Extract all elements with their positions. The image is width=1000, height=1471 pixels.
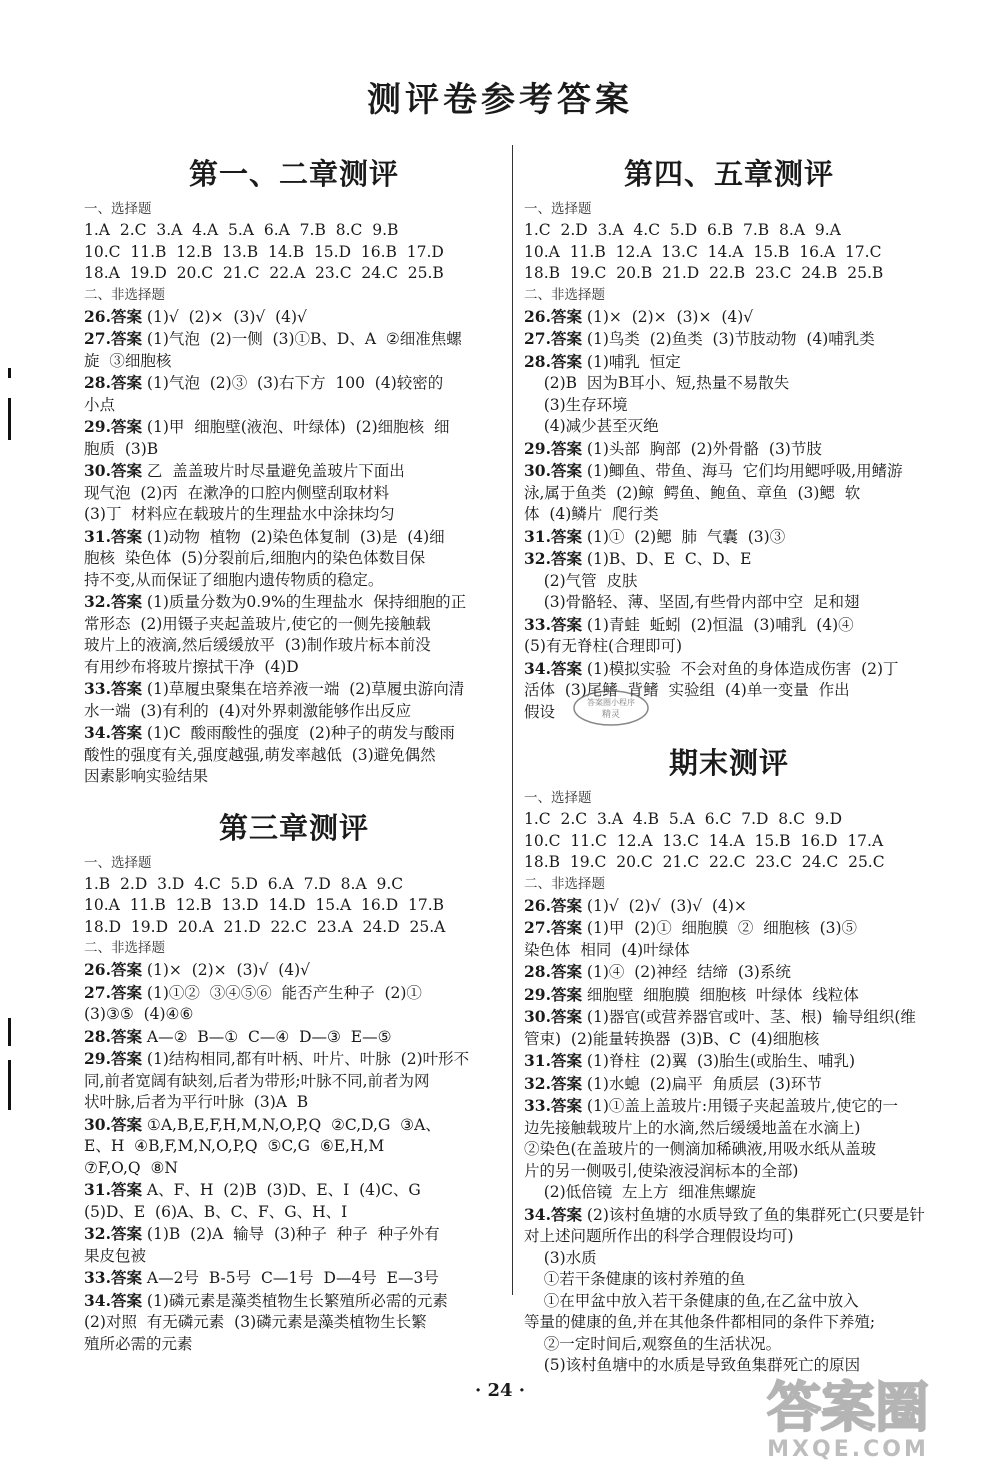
answer-line <box>524 961 934 984</box>
text-line: 酸性的强度有关,强度越强,萌发率越低 (3)避免偶然 <box>84 745 436 764</box>
text-line: 等量的健康的鱼,并在其他条件都相同的条件下养殖; <box>524 1313 876 1331</box>
text-line: 18.B 19.C 20.C 21.C 22.C 23.C 24.C 25.C <box>524 853 885 871</box>
text-line: (2)气管 皮肤 <box>524 571 638 590</box>
question-number: 32. <box>84 592 111 611</box>
text-line: 常形态 (2)用镊子夹起盖玻片,使它的一侧先接触载 <box>84 614 431 633</box>
subsection-heading: 一、选择题 <box>524 790 592 806</box>
answer-text: (1)√ (2)× (3)√ (4)√ <box>146 307 307 326</box>
text-line: (3)骨骼轻、薄、坚固,有些骨内部中空 足和翅 <box>524 593 860 611</box>
answer-label: 答案 <box>550 351 582 371</box>
answer-label: 答案 <box>550 306 582 326</box>
question-number: 26. <box>524 306 551 326</box>
text-line: 18.B 19.C 20.B 21.D 22.B 23.C 24.B 25.B <box>524 264 884 282</box>
question-number: 28. <box>84 373 111 392</box>
text-line: 旋 ③细胞核 <box>84 351 172 370</box>
question-number: 30. <box>84 1114 111 1134</box>
question-number: 33. <box>524 1096 551 1115</box>
answer-text: (1)质量分数为0.9%的生理盐水 保持细胞的正 <box>146 593 467 611</box>
question-number: 29. <box>84 417 111 436</box>
text-line: 假设 <box>524 702 556 721</box>
text-line: 因素影响实验结果 <box>84 767 209 785</box>
text-line: 水一端 (3)有利的 (4)对外界刺激能够作出反应 <box>84 701 412 720</box>
answer-text: 乙 盖盖玻片时尽量避免盖玻片下面出 <box>146 462 405 480</box>
question-number: 27. <box>524 329 551 348</box>
answer-line <box>524 895 934 918</box>
question-number: 34. <box>524 658 551 678</box>
left-column <box>84 140 504 1355</box>
section-title: 第四、五章测评 <box>623 157 834 191</box>
answer-text: (1)气泡 (2)③ (3)右下方 100 (4)较密的 <box>146 374 444 392</box>
text-line: 殖所必需的元素 <box>84 1334 193 1353</box>
text-line: (5)有无脊柱(合理即可) <box>524 637 683 655</box>
text-line: 持不变,从而保证了细胞内遗传物质的稳定。 <box>84 570 384 589</box>
question-number: 31. <box>84 526 111 546</box>
question-number: 30. <box>84 461 111 480</box>
answer-label: 答案 <box>550 895 582 915</box>
answer-line <box>84 372 504 395</box>
subsection-heading: 二、非选择题 <box>84 286 165 303</box>
question-number: 27. <box>524 918 551 937</box>
question-number: 27. <box>84 329 111 348</box>
answer-line <box>524 1095 934 1118</box>
text-line: 有用纱布将玻片擦拭干净 (4)D <box>84 657 299 676</box>
text-line: (3)③⑤ (4)④⑥ <box>84 1005 194 1023</box>
question-number: 26. <box>524 895 551 915</box>
svg-text:答案圈: 答案圈 <box>767 1376 929 1439</box>
text-line: 胞质 (3)B <box>84 439 159 458</box>
answer-text: (1)甲 细胞壁(液泡、叶绿体) (2)细胞核 细 <box>146 418 450 436</box>
text-line: 10.A 11.B 12.B 13.D 14.D 15.A 16.D 17.B <box>84 896 445 914</box>
section-title: 第一、二章测评 <box>188 157 399 191</box>
text-line: 泳,属于鱼类 (2)鲸 鳄鱼、鲍鱼、章鱼 (3)鳃 软 <box>524 483 861 502</box>
answer-line <box>84 328 504 351</box>
question-number: 29. <box>84 1049 111 1068</box>
answer-label: 答案 <box>110 679 142 698</box>
answer-label: 答案 <box>110 960 142 979</box>
answer-line <box>524 1073 934 1096</box>
answer-label: 答案 <box>550 984 582 1004</box>
answer-label: 答案 <box>550 461 582 480</box>
text-line: 状叶脉,后者为平行叶脉 (3)A B <box>84 1093 309 1111</box>
question-number: 34. <box>84 723 111 742</box>
text-line: 对上述问题所作出的科学合理假设均可) <box>524 1227 794 1245</box>
answer-line <box>84 306 504 329</box>
answer-line <box>524 917 934 940</box>
answer-label: 答案 <box>550 918 582 937</box>
answer-text: (1)哺乳 恒定 <box>586 352 681 371</box>
answer-text: (2)该村鱼塘的水质导致了鱼的集群死亡(只要是针 <box>586 1205 925 1224</box>
question-number: 31. <box>84 1180 111 1199</box>
question-number: 33. <box>524 614 551 634</box>
section-title: 期末测评 <box>668 746 789 780</box>
answer-text: (1)① (2)鳃 肺 气囊 (3)③ <box>586 527 786 546</box>
answer-text: (1)× (2)× (3)√ (4)√ <box>146 961 311 979</box>
text-line: 小点 <box>84 395 116 414</box>
svg-text:答案圈小程序: 答案圈小程序 <box>587 698 635 707</box>
section-title: 第三章测评 <box>218 810 369 845</box>
svg-text:MXQE.COM: MXQE.COM <box>767 1437 929 1462</box>
binding-mark <box>8 1060 11 1110</box>
answer-line <box>524 658 934 681</box>
text-line: 边先接触载玻片上的水滴,然后缓缓地盖在水滴上) <box>524 1118 861 1137</box>
answer-label: 答案 <box>110 1026 142 1046</box>
answer-line <box>84 1179 504 1202</box>
question-number: 28. <box>524 351 551 371</box>
text-line: (3)生存环境 <box>524 395 628 414</box>
answer-label: 答案 <box>550 1007 582 1026</box>
answer-text: (1)①② ③④⑤⑥ 能否产生种子 (2)① <box>146 983 422 1002</box>
text-line: 1.A 2.C 3.A 4.A 5.A 6.A 7.B 8.C 9.B <box>84 221 399 239</box>
question-number: 32. <box>524 1073 551 1093</box>
answer-text: (1)C 酸雨酸性的强度 (2)种子的萌发与酸雨 <box>146 724 455 742</box>
answer-label: 答案 <box>110 373 142 392</box>
column-divider <box>512 145 513 1295</box>
question-number: 27. <box>84 982 111 1002</box>
question-number: 28. <box>524 962 551 981</box>
answer-label: 答案 <box>110 461 142 480</box>
answer-line <box>84 982 504 1005</box>
answer-text: ①A,B,E,F,H,M,N,O,P,Q ②C,D,G ③A、 <box>146 1115 441 1134</box>
answer-text: (1)鲫鱼、带鱼、海马 它们均用鳃呼吸,用鳍游 <box>586 462 903 480</box>
answer-label: 答案 <box>110 723 142 742</box>
text-line: ⑦F,O,Q ⑧N <box>84 1158 178 1177</box>
answer-line <box>84 460 504 483</box>
answer-line <box>524 1050 934 1073</box>
text-line: 1.C 2.C 3.A 4.B 5.A 6.C 7.D 8.C 9.D <box>524 810 842 828</box>
answer-text: (1)④ (2)神经 结缔 (3)系统 <box>586 963 791 981</box>
page-title: 测评卷参考答案 <box>367 80 633 120</box>
answer-text: (1)鸟类 (2)鱼类 (3)节肢动物 (4)哺乳类 <box>586 330 875 348</box>
answer-line <box>524 328 934 351</box>
answer-label: 答案 <box>550 1096 582 1115</box>
answer-label: 答案 <box>550 614 582 634</box>
text-line: (3)水质 <box>524 1248 597 1267</box>
watermark-logo-icon <box>718 1368 978 1463</box>
answer-label: 答案 <box>550 1051 582 1070</box>
answer-line <box>524 614 934 637</box>
text-line: 片的另一侧吸引,使染液浸润标本的全部) <box>524 1161 799 1180</box>
answer-label: 答案 <box>550 329 582 348</box>
text-line: (2)低倍镜 左上方 细准焦螺旋 <box>524 1183 756 1201</box>
text-line: ②染色(在盖玻片的一侧滴加稀碘液,用吸水纸从盖玻 <box>524 1140 876 1158</box>
answer-label: 答案 <box>110 1290 142 1310</box>
answer-line <box>84 1048 504 1071</box>
stamp-icon <box>572 688 650 728</box>
answer-text: A—② B—① C—④ D—③ E—⑤ <box>146 1027 392 1046</box>
answer-label: 答案 <box>110 306 142 326</box>
answer-line <box>524 1204 934 1227</box>
answer-line <box>524 438 934 461</box>
answer-text: (1)气泡 (2)一侧 (3)①B、D、A ②细准焦螺 <box>146 330 462 348</box>
text-line: 10.C 11.C 12.A 13.C 14.A 15.B 16.D 17.A <box>524 831 884 850</box>
answer-text: (1)磷元素是藻类植物生长繁殖所必需的元素 <box>146 1291 448 1310</box>
binding-mark <box>8 1018 11 1046</box>
text-line: 胞核 染色体 (5)分裂前后,细胞内的染色体数目保 <box>84 549 426 567</box>
text-line: 果皮包被 <box>84 1246 147 1265</box>
question-number: 34. <box>524 1204 551 1224</box>
text-line: 活体 (3)尾鳍 背鳍 实验组 (4)单一变量 作出 <box>524 681 850 699</box>
answer-label: 答案 <box>110 982 142 1002</box>
text-line: 现气泡 (2)丙 在漱净的口腔内侧壁刮取材料 <box>84 483 390 502</box>
answer-text: (1)①盖上盖玻片:用镊子夹起盖玻片,使它的一 <box>586 1097 899 1115</box>
page-number: · 24 · <box>474 1380 526 1401</box>
answer-label: 答案 <box>550 549 582 568</box>
answer-text: (1)模拟实验 不会对鱼的身体造成伤害 (2)丁 <box>586 659 899 678</box>
answer-label: 答案 <box>550 658 582 678</box>
answer-label: 答案 <box>110 1114 142 1134</box>
subsection-heading: 一、选择题 <box>524 201 592 217</box>
text-line: E、H ④B,F,M,N,O,P,Q ⑤C,G ⑥E,H,M <box>84 1137 385 1155</box>
svg-text:精灵: 精灵 <box>601 710 621 720</box>
text-line: 同,前者宽阔有缺刻,后者为带形;叶脉不同,前者为网 <box>84 1071 430 1090</box>
binding-mark <box>8 368 11 378</box>
subsection-heading: 一、选择题 <box>84 201 152 217</box>
question-number: 31. <box>524 526 551 546</box>
subsection-heading: 二、非选择题 <box>84 940 165 956</box>
answer-label: 答案 <box>550 962 582 981</box>
text-line: 18.A 19.D 20.C 21.C 22.A 23.C 24.C 25.B <box>84 264 444 282</box>
text-line: (2)B 因为B耳小、短,热量不易散失 <box>524 374 790 392</box>
question-number: 28. <box>84 1026 111 1046</box>
answer-text: A—2号 B-5号 C—1号 D—4号 E—3号 <box>146 1269 439 1287</box>
answer-line <box>84 1290 504 1313</box>
answer-label: 答案 <box>110 1180 142 1199</box>
answer-line <box>524 984 934 1007</box>
answer-text: (1)器官(或营养器官或叶、茎、根) 输导组织(维 <box>586 1008 916 1026</box>
text-line: (2)对照 有无磷元素 (3)磷元素是藻类植物生长繁 <box>84 1313 427 1331</box>
answer-line <box>84 959 504 982</box>
text-line: 18.D 19.D 20.A 21.D 22.C 23.A 24.D 25.A <box>84 917 446 936</box>
question-number: 26. <box>84 960 111 979</box>
text-line: 1.B 2.D 3.D 4.C 5.D 6.A 7.D 8.A 9.C <box>84 874 404 893</box>
text-line: (5)该村鱼塘中的水质是导致鱼集群死亡的原因 <box>524 1356 861 1374</box>
subsection-heading: 二、非选择题 <box>524 286 605 303</box>
text-line: 染色体 相同 (4)叶绿体 <box>524 940 690 959</box>
text-line: 管束) (2)能量转换器 (3)B、C (4)细胞核 <box>524 1029 820 1048</box>
question-number: 30. <box>524 1007 551 1026</box>
answer-text: (1)草履虫聚集在培养液一端 (2)草履虫游向清 <box>146 680 465 698</box>
text-line: 10.A 11.B 12.A 13.C 14.A 15.B 16.A 17.C <box>524 242 882 261</box>
answer-line <box>524 306 934 329</box>
question-number: 31. <box>524 1051 551 1070</box>
answer-line <box>84 1026 504 1049</box>
answer-line <box>524 460 934 483</box>
answer-label: 答案 <box>550 1204 582 1224</box>
answer-line <box>84 526 504 549</box>
answer-text: (1)动物 植物 (2)染色体复制 (3)是 (4)细 <box>146 527 445 546</box>
answer-label: 答案 <box>110 592 142 611</box>
question-number: 33. <box>84 679 111 698</box>
text-line: 体 (4)鳞片 爬行类 <box>524 505 659 523</box>
answer-line <box>524 1006 934 1029</box>
text-line: (4)减少甚至灭绝 <box>524 417 659 435</box>
answer-text: (1)水螅 (2)扁平 角质层 (3)环节 <box>586 1074 822 1093</box>
answer-line <box>84 1267 504 1290</box>
right-column <box>524 140 934 1377</box>
answer-text: (1)B (2)A 输导 (3)种子 种子 种子外有 <box>146 1225 440 1243</box>
answer-text: (1)脊柱 (2)翼 (3)胎生(或胎生、哺乳) <box>586 1052 856 1070</box>
answer-text: 细胞壁 细胞膜 细胞核 叶绿体 线粒体 <box>586 985 859 1004</box>
text-line: 玻片上的液滴,然后缓缓放平 (3)制作玻片标本前没 <box>84 636 431 654</box>
answer-label: 答案 <box>110 329 142 348</box>
answer-line <box>84 722 504 745</box>
question-number: 29. <box>524 984 551 1004</box>
question-number: 34. <box>84 1290 111 1310</box>
subsection-heading: 一、选择题 <box>84 854 152 871</box>
answer-text: (1)× (2)× (3)× (4)√ <box>586 307 754 326</box>
answer-line <box>524 351 934 374</box>
answer-label: 答案 <box>550 1073 582 1093</box>
question-number: 29. <box>524 438 551 458</box>
question-number: 33. <box>84 1268 111 1287</box>
question-number: 32. <box>524 549 551 568</box>
question-number: 26. <box>84 306 111 326</box>
text-line: 10.C 11.B 12.B 13.B 14.B 15.D 16.B 17.D <box>84 242 444 261</box>
answer-text: A、F、H (2)B (3)D、E、I (4)C、G <box>146 1181 421 1199</box>
question-number: 32. <box>84 1224 111 1243</box>
answer-line <box>524 548 934 571</box>
answer-label: 答案 <box>550 526 582 546</box>
answer-label: 答案 <box>110 1049 142 1068</box>
binding-mark <box>8 398 11 440</box>
text-line: ①在甲盆中放入若干条健康的鱼,在乙盆中放入 <box>524 1291 859 1310</box>
answer-label: 答案 <box>110 1224 142 1243</box>
text-line: (3)丁 材料应在载玻片的生理盐水中涂抹均匀 <box>84 505 395 523</box>
text-line: 1.C 2.D 3.A 4.C 5.D 6.B 7.B 8.A 9.A <box>524 221 841 239</box>
answer-line <box>524 526 934 549</box>
answer-line <box>84 416 504 439</box>
answer-text: (1)头部 胸部 (2)外骨骼 (3)节肢 <box>586 439 822 458</box>
answer-text: (1)√ (2)√ (3)√ (4)× <box>586 896 747 915</box>
question-number: 30. <box>524 461 551 480</box>
answer-text: (1)结构相同,都有叶柄、叶片、叶脉 (2)叶形不 <box>146 1050 470 1068</box>
answer-label: 答案 <box>110 417 142 436</box>
answer-line <box>84 591 504 614</box>
answer-label: 答案 <box>110 526 142 546</box>
answer-text: (1)B、D、E C、D、E <box>586 550 752 568</box>
answer-text: (1)青蛙 蚯蚓 (2)恒温 (3)哺乳 (4)④ <box>586 615 854 634</box>
text-line: ②一定时间后,观察鱼的生活状况。 <box>524 1334 782 1353</box>
answer-line <box>84 1223 504 1246</box>
answer-line <box>84 678 504 701</box>
text-line: (5)D、E (6)A、B、C、F、G、H、I <box>84 1202 348 1221</box>
answer-label: 答案 <box>110 1268 142 1287</box>
answer-label: 答案 <box>550 438 582 458</box>
subsection-heading: 二、非选择题 <box>524 875 605 892</box>
answer-line <box>84 1114 504 1137</box>
answer-text: (1)甲 (2)① 细胞膜 ② 细胞核 (3)⑤ <box>586 919 858 937</box>
text-line: ①若干条健康的该村养殖的鱼 <box>524 1270 746 1288</box>
